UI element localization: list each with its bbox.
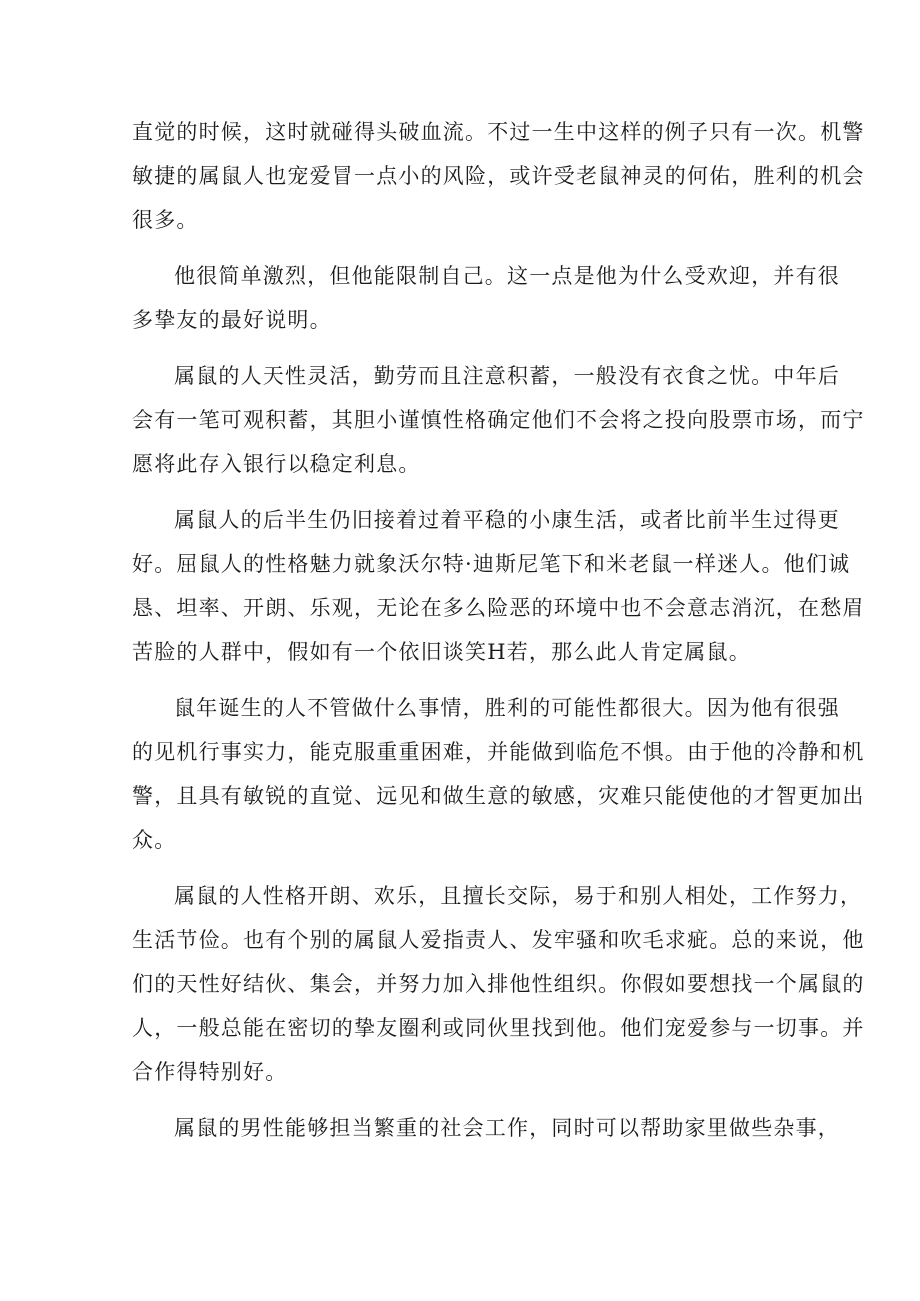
- text-line: 鼠年诞生的人不管做什么事情，胜利的可能性都很大。因为他有很强: [174, 696, 840, 720]
- body-text: [132, 110, 865, 1162]
- text-line: 属鼠人的后半生仍旧接着过着平稳的小康生活，或者比前半生过得更: [174, 508, 840, 532]
- paragraph-1: [132, 110, 865, 242]
- text-line: 属鼠的人性格开朗、欢乐，且擅长交际，易于和别人相处，工作努力，: [174, 884, 863, 908]
- text-line: 多挚友的最好说明。: [132, 308, 332, 332]
- paragraph-4: [132, 498, 865, 674]
- text-line: 恳、坦率、开朗、乐观，无论在多么险恶的环境中也不会意志消沉，在愁眉: [132, 596, 865, 620]
- text-line: 们的天性好结伙、集会，并努力加入排他性组织。你假如要想找一个属鼠的: [132, 972, 865, 996]
- text-line: 很多。: [132, 208, 199, 232]
- text-line: 警，且具有敏锐的直觉、远见和做生意的敏感，灾难只能使他的才智更加出: [132, 784, 865, 808]
- text-line: 属鼠的男性能够担当繁重的社会工作，同时可以帮助家里做些杂事，: [174, 1116, 840, 1140]
- text-line: 他很简单激烈，但他能限制自己。这一点是他为什么受欢迎，并有很: [174, 264, 840, 288]
- text-line: 会有一笔可观积蓄，其胆小谨慎性格确定他们不会将之投向股票市场，而宁: [132, 408, 865, 432]
- text-line: 合作得特别好。: [132, 1060, 288, 1084]
- text-line: 属鼠的人天性灵活，勤劳而且注意积蓄，一般没有衣食之忧。中年后: [174, 364, 840, 388]
- text-line: 直觉的时候，这时就碰得头破血流。不过一生中这样的例子只有一次。机警: [132, 120, 865, 144]
- paragraph-7: [132, 1106, 840, 1150]
- text-line: 苦脸的人群中，假如有一个依旧谈笑H若，那么此人肯定属鼠。: [132, 640, 751, 664]
- paragraph-5: [132, 686, 865, 862]
- paragraph-6: [132, 874, 865, 1094]
- text-line: 人，一般总能在密切的挚友圈利或同伙里找到他。他们宠爱参与一切事。并: [132, 1016, 865, 1040]
- text-line: 好。屈鼠人的性格魅力就象沃尔特·迪斯尼笔下和米老鼠一样迷人。他们诚: [132, 552, 851, 576]
- text-line: 的见机行事实力，能克服重重困难，并能做到临危不惧。由于他的冷静和机: [132, 740, 865, 764]
- paragraph-2: [132, 254, 840, 342]
- paragraph-3: [132, 354, 865, 486]
- text-line: 众。: [132, 828, 177, 852]
- text-line: 生活节俭。也有个别的属鼠人爱指责人、发牢骚和吹毛求疵。总的来说，他: [132, 928, 865, 952]
- text-line: 敏捷的属鼠人也宠爱冒一点小的风险，或许受老鼠神灵的何佑，胜利的机会: [132, 164, 865, 188]
- text-line: 愿将此存入银行以稳定利息。: [132, 452, 421, 476]
